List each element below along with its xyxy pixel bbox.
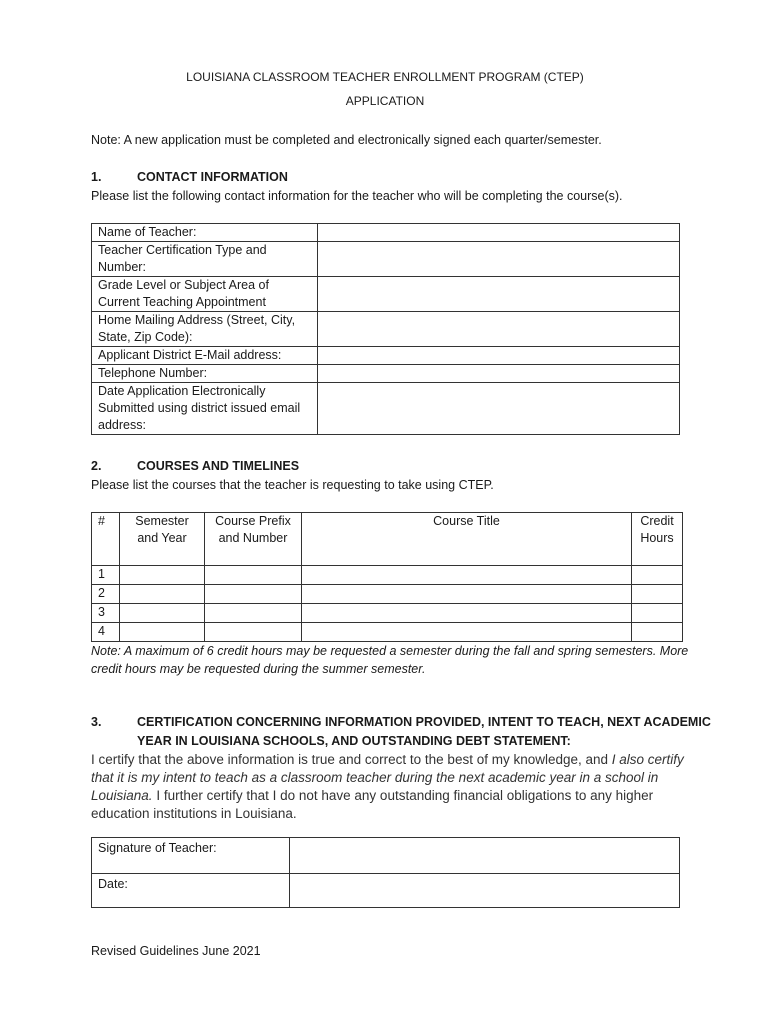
- courses-table: [91, 512, 683, 642]
- signature-row: [92, 838, 680, 874]
- signature-field[interactable]: [290, 838, 680, 874]
- grade-level-field[interactable]: [318, 277, 680, 312]
- table-row: [92, 623, 683, 642]
- email-field[interactable]: [318, 347, 680, 365]
- column-header-semester: Semester and Year: [120, 513, 205, 566]
- contact-row: [92, 312, 680, 347]
- mailing-address-field[interactable]: [318, 312, 680, 347]
- row-number: 1: [92, 566, 120, 585]
- cert-text-italic: I also certify that it is my intent to teach as a classroom teacher during the next academic year in a school in Louisiana.: [91, 752, 684, 803]
- signature-table: [91, 837, 680, 908]
- field-label: Date Application Electronically Submitted using district issued email address:: [92, 383, 318, 435]
- prefix-cell[interactable]: [205, 585, 302, 604]
- document-subtitle: APPLICATION: [345, 94, 425, 108]
- signature-label: Signature of Teacher:: [92, 838, 290, 874]
- date-submitted-field[interactable]: [318, 383, 680, 435]
- prefix-cell[interactable]: [205, 604, 302, 623]
- semester-cell[interactable]: [120, 566, 205, 585]
- semester-cell[interactable]: [120, 585, 205, 604]
- prefix-cell[interactable]: [205, 566, 302, 585]
- row-number: 4: [92, 623, 120, 642]
- section-2-number: 2.: [91, 459, 102, 473]
- contact-row: [92, 242, 680, 277]
- section-3-heading-line-1: CERTIFICATION CONCERNING INFORMATION PROVIDED, INTENT TO TEACH, NEXT ACADEMIC: [137, 715, 711, 729]
- name-of-teacher-field[interactable]: [318, 224, 680, 242]
- row-number: 2: [92, 585, 120, 604]
- field-label: Home Mailing Address (Street, City, State, Zip Code):: [92, 312, 318, 347]
- field-label: Grade Level or Subject Area of Current Teaching Appointment: [92, 277, 318, 312]
- date-field[interactable]: [290, 874, 680, 908]
- contact-info-table: [91, 223, 680, 435]
- certification-statement: [91, 751, 703, 823]
- credit-hours-note-line-1: Note: A maximum of 6 credit hours may be requested a semester during the fall and spring semesters. More: [91, 644, 689, 658]
- prefix-cell[interactable]: [205, 623, 302, 642]
- date-row: [92, 874, 680, 908]
- row-number: 3: [92, 604, 120, 623]
- section-1-instruction: Please list the following contact information for the teacher who will be completing the course(s).: [91, 189, 623, 203]
- section-2-heading: COURSES AND TIMELINES: [137, 459, 300, 473]
- column-header-number: #: [92, 513, 120, 566]
- field-label: Teacher Certification Type and Number:: [92, 242, 318, 277]
- section-3-number: 3.: [91, 715, 102, 729]
- column-header-credit: Credit Hours: [632, 513, 683, 566]
- courses-header-row: [92, 513, 683, 566]
- title-cell[interactable]: [302, 585, 632, 604]
- cert-text-1: I certify that the above information is true and correct to the best of my knowledge, and: [91, 752, 612, 767]
- certification-field[interactable]: [318, 242, 680, 277]
- section-1-number: 1.: [91, 170, 102, 184]
- field-label: Telephone Number:: [92, 365, 318, 383]
- credit-cell[interactable]: [632, 604, 683, 623]
- table-row: [92, 604, 683, 623]
- footer-revised: Revised Guidelines June 2021: [91, 944, 261, 958]
- credit-cell[interactable]: [632, 623, 683, 642]
- contact-row: [92, 347, 680, 365]
- credit-cell[interactable]: [632, 585, 683, 604]
- credit-hours-note-line-2: credit hours may be requested during the summer semester.: [91, 662, 426, 676]
- telephone-field[interactable]: [318, 365, 680, 383]
- credit-cell[interactable]: [632, 566, 683, 585]
- table-row: [92, 585, 683, 604]
- contact-row: [92, 365, 680, 383]
- submission-note: Note: A new application must be completed and electronically signed each quarter/semester.: [91, 133, 602, 147]
- contact-row: [92, 383, 680, 435]
- document-title: LOUISIANA CLASSROOM TEACHER ENROLLMENT PROGRAM (CTEP): [186, 70, 584, 84]
- column-header-prefix: Course Prefix and Number: [205, 513, 302, 566]
- section-3-heading-line-2: YEAR IN LOUISIANA SCHOOLS, AND OUTSTANDING DEBT STATEMENT:: [137, 734, 571, 748]
- date-label: Date:: [92, 874, 290, 908]
- section-1-heading: CONTACT INFORMATION: [137, 170, 288, 184]
- title-cell[interactable]: [302, 566, 632, 585]
- semester-cell[interactable]: [120, 604, 205, 623]
- table-row: [92, 566, 683, 585]
- semester-cell[interactable]: [120, 623, 205, 642]
- field-label: Name of Teacher:: [92, 224, 318, 242]
- title-cell[interactable]: [302, 604, 632, 623]
- column-header-title: Course Title: [302, 513, 632, 566]
- contact-row: [92, 224, 680, 242]
- field-label: Applicant District E-Mail address:: [92, 347, 318, 365]
- contact-row: [92, 277, 680, 312]
- title-cell[interactable]: [302, 623, 632, 642]
- section-2-instruction: Please list the courses that the teacher is requesting to take using CTEP.: [91, 478, 494, 492]
- cert-text-2: I further certify that I do not have any outstanding financial obligations to any higher education institutions in Louisiana.: [91, 788, 654, 821]
